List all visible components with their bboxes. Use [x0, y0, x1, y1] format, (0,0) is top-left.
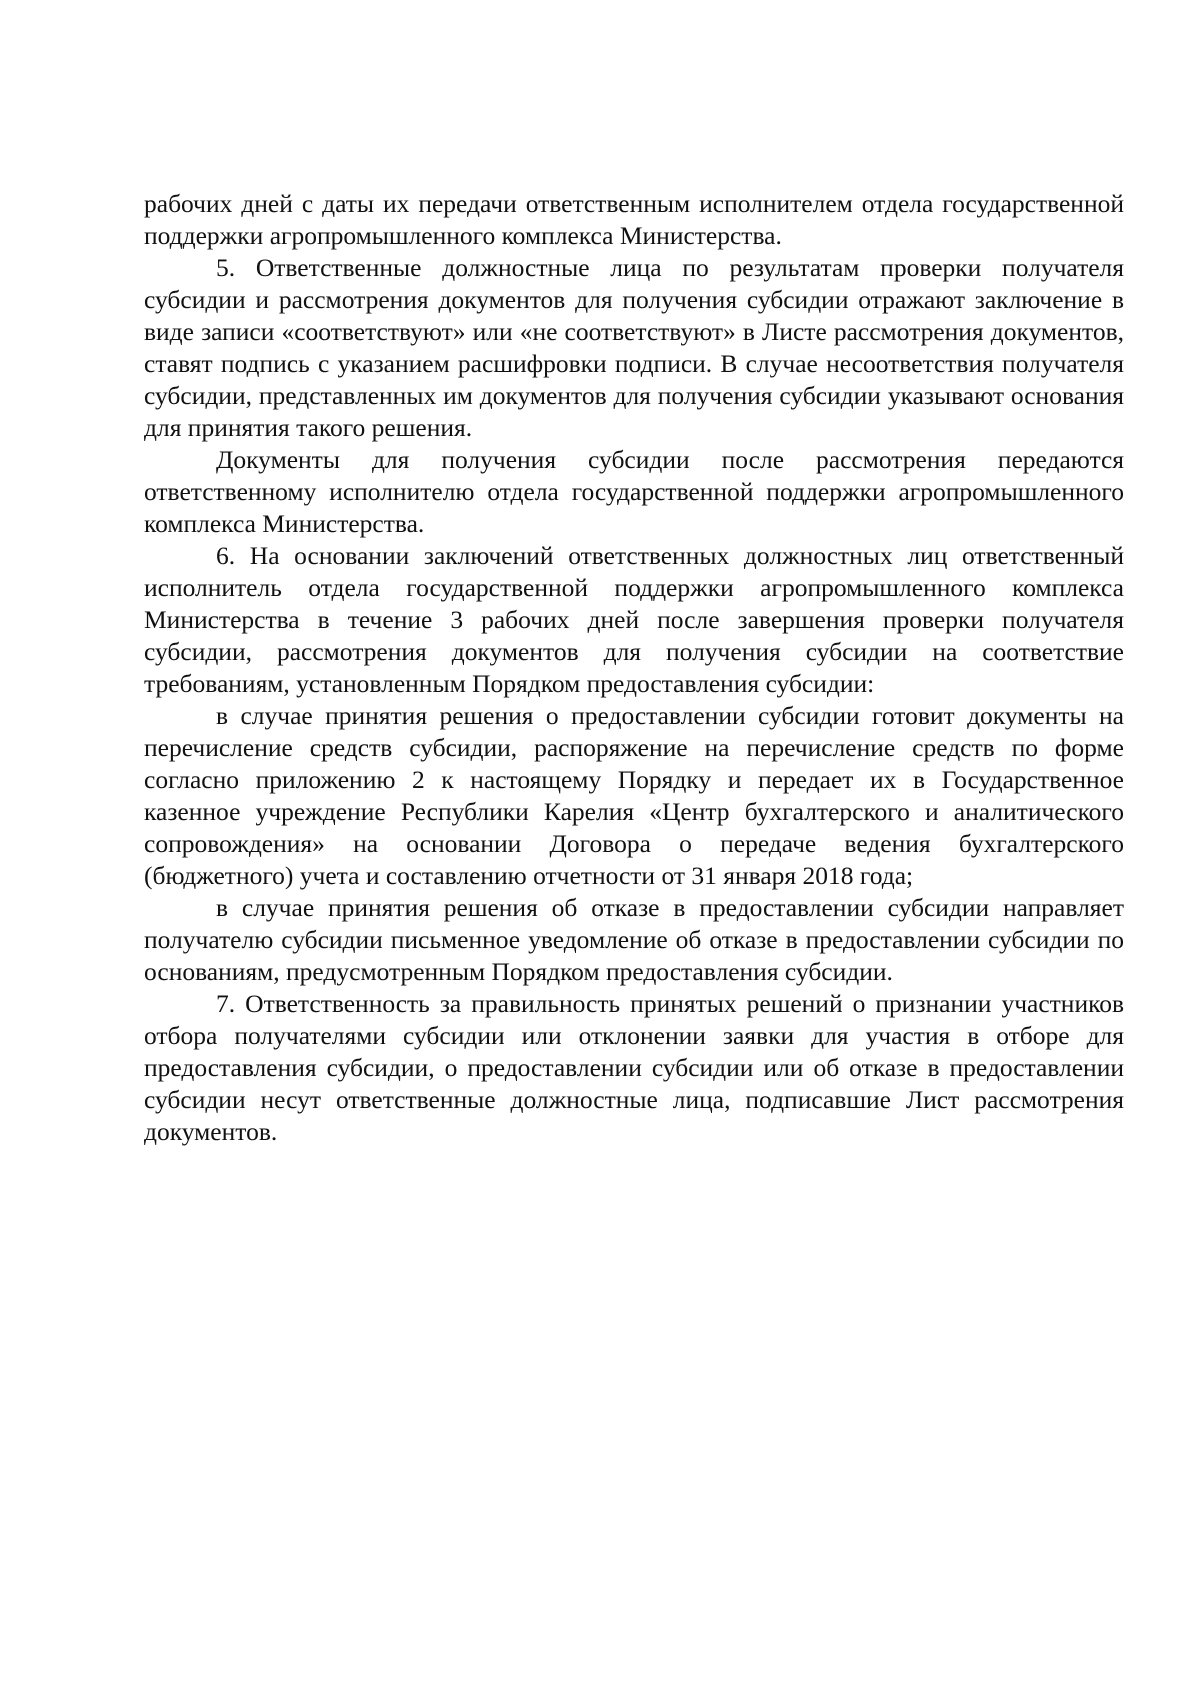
paragraph-refusal-case: в случае принятия решения об отказе в предоставлении субсидии направляет получателю субсидии письменное уведомление об отказе в предоставлении субсидии по основаниям, предусмотренным Порядком предоставления субсидии. — [144, 893, 1124, 986]
paragraph-item-7: 7. Ответственность за правильность принятых решений о признании участников отбора получателями субсидии или отклонении заявки для участия в отборе для предоставления субсидии, о предоставлении субсидии или об отказе в предоставлении субсидии несут ответственные должностные лица, подписавшие Лист рассмотрения документов. — [144, 989, 1124, 1146]
paragraph-documents-transfer: Документы для получения субсидии после рассмотрения передаются ответственному исполнителю отдела государственной поддержки агропромышленного комплекса Министерства. — [144, 445, 1124, 538]
paragraph-continuation: рабочих дней с даты их передачи ответственным исполнителем отдела государственной поддержки агропромышленного комплекса Министерства. — [144, 189, 1124, 250]
paragraph-item-5: 5. Ответственные должностные лица по результатам проверки получателя субсидии и рассмотрения документов для получения субсидии отражают заключение в виде записи «соответствуют» или «не соответствуют» в Листе рассмотрения документов, ставят подпись с указанием расшифровки подписи. В случае несоответствия получателя субсидии, представленных им документов для получения субсидии указывают основания для принятия такого решения. — [144, 253, 1124, 442]
paragraph-approval-case: в случае принятия решения о предоставлении субсидии готовит документы на перечисление средств субсидии, распоряжение на перечисление средств по форме согласно приложению 2 к настоящему Порядку и передает их в Государственное казенное учреждение Республики Карелия «Центр бухгалтерского и аналитического сопровождения» на основании Договора о передаче ведения бухгалтерского (бюджетного) учета и составлению отчетности от 31 января 2018 года; — [144, 701, 1124, 890]
paragraph-item-6: 6. На основании заключений ответственных должностных лиц ответственный исполнитель отдела государственной поддержки агропромышленного комплекса Министерства в течение 3 рабочих дней после завершения проверки получателя субсидии, рассмотрения документов для получения субсидии на соответствие требованиям, установленным Порядком предоставления субсидии: — [144, 541, 1124, 698]
document-body — [144, 188, 1124, 1148]
